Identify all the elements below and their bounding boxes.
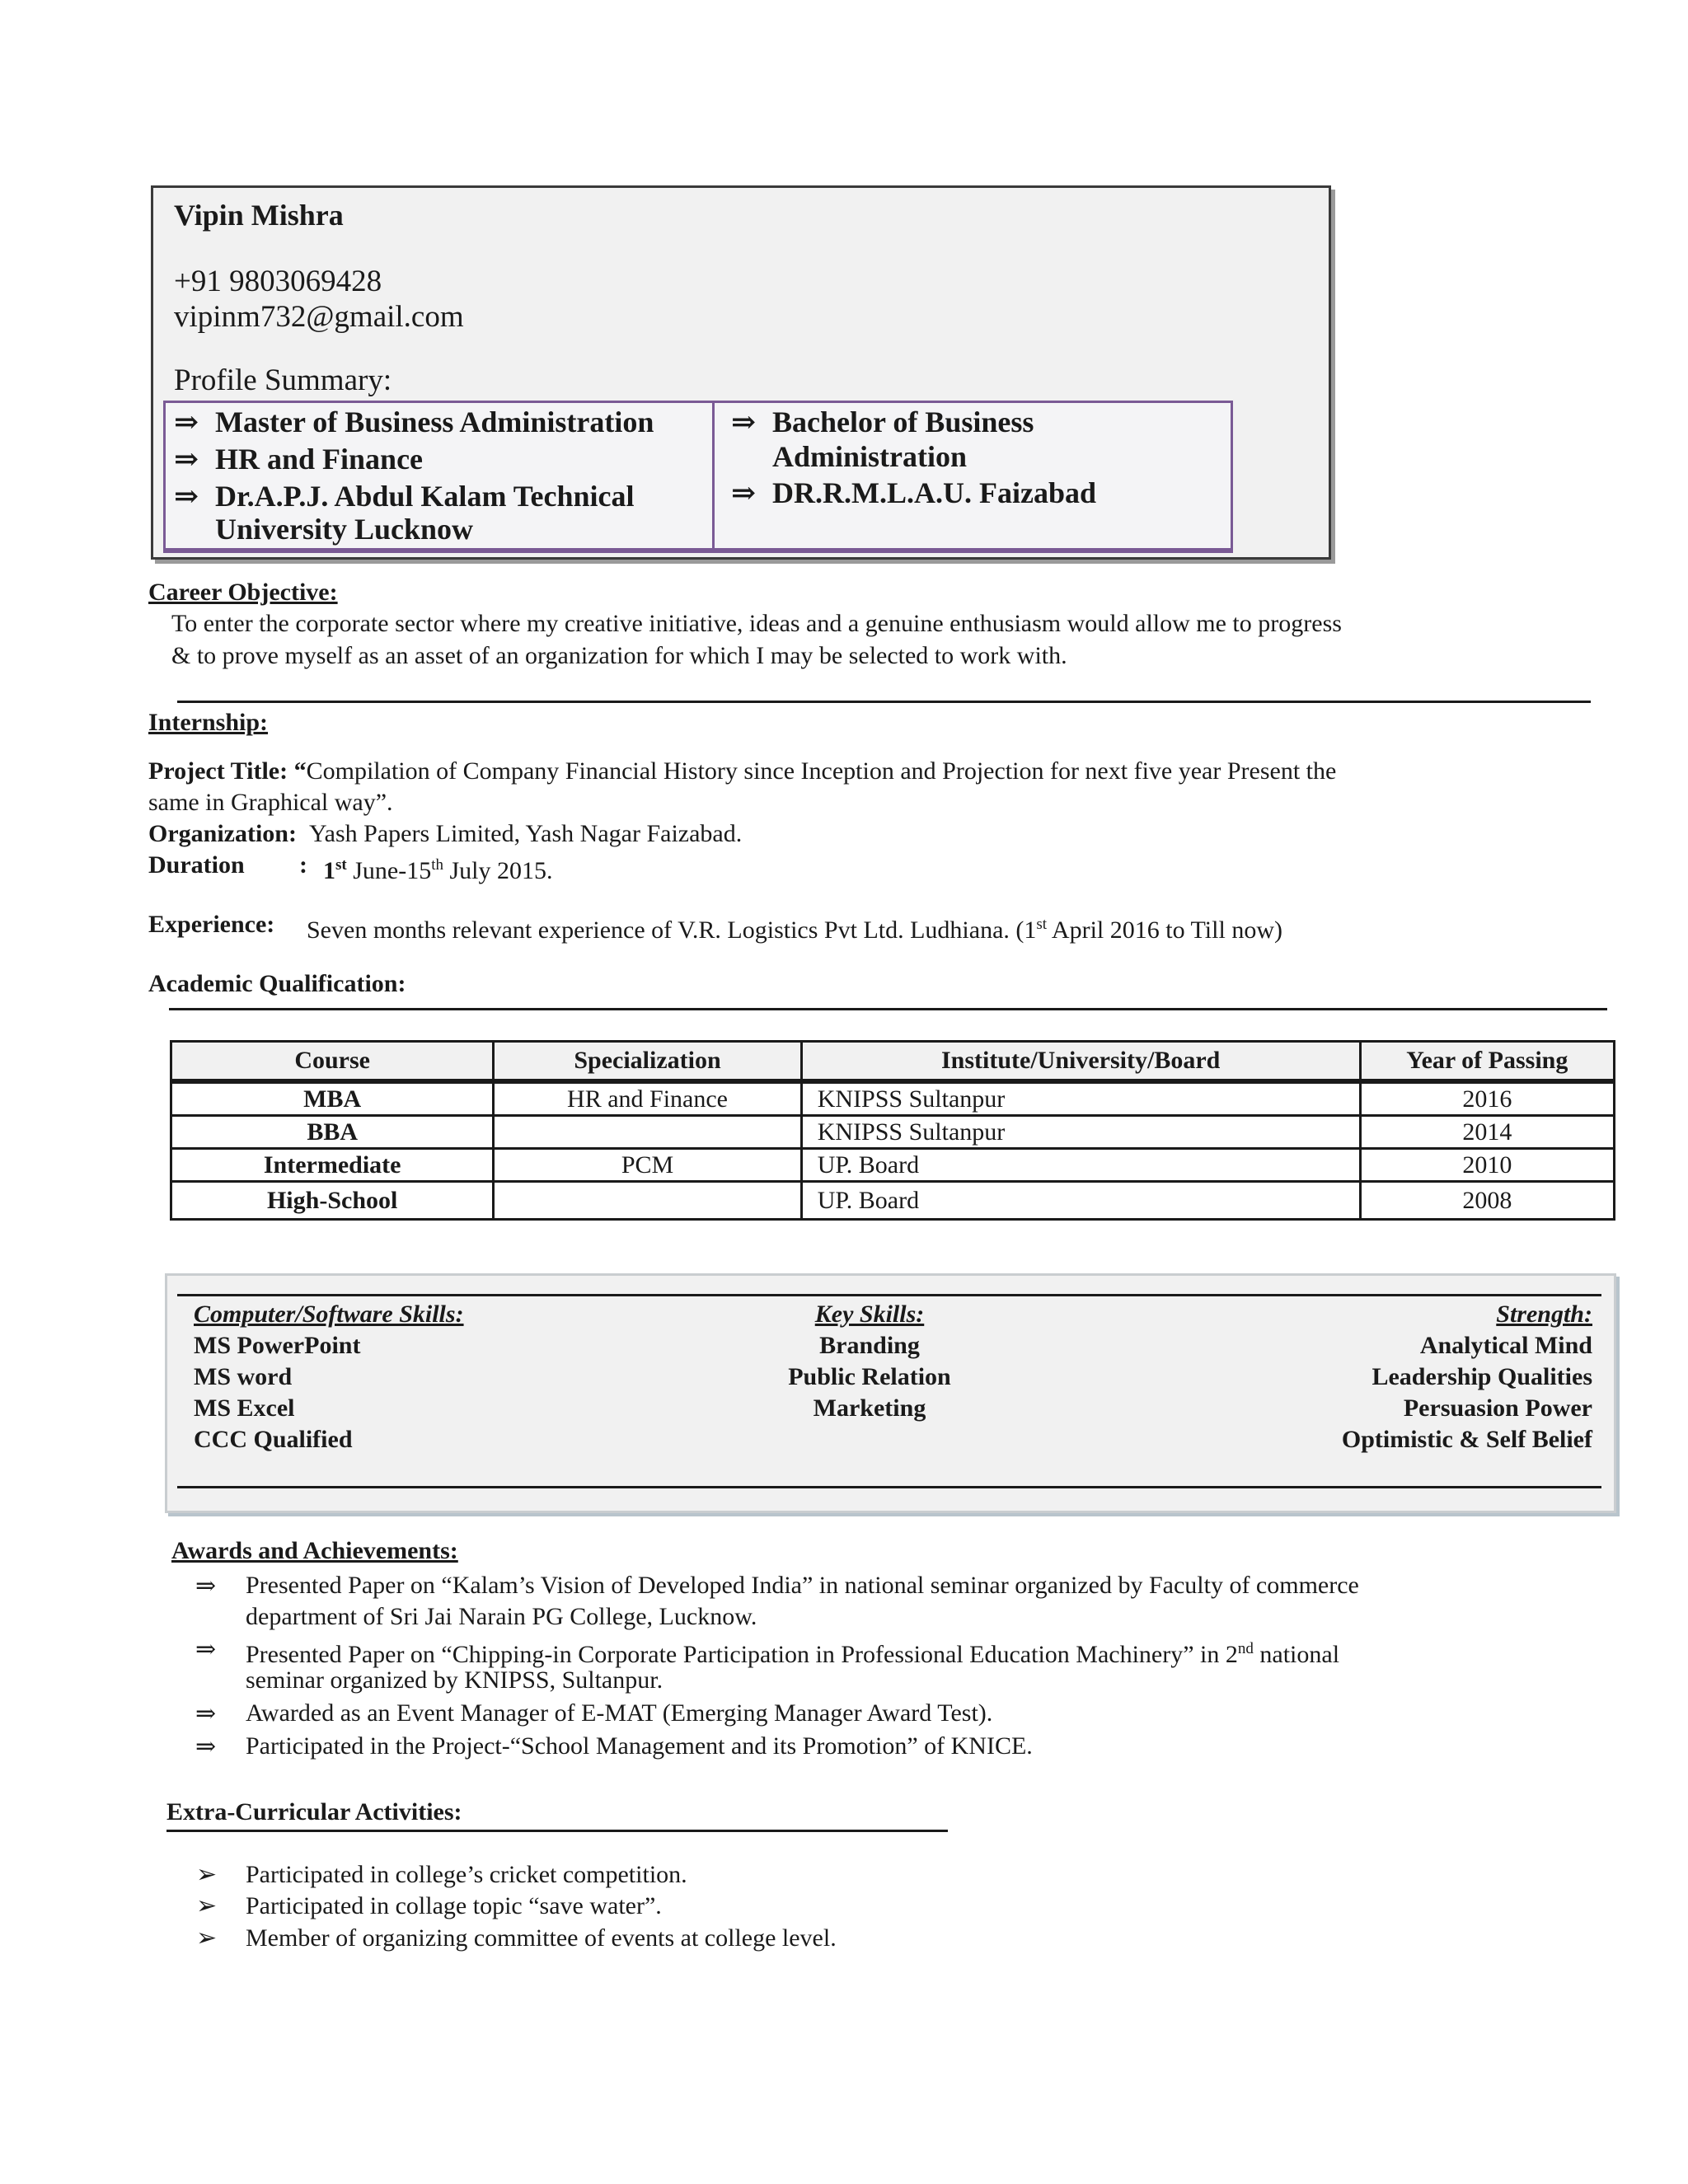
profile-item: HR and Finance [215, 443, 424, 476]
computer-skills-title: Computer/Software Skills: [194, 1301, 464, 1328]
internship-title: Internship: [148, 709, 269, 736]
organization-line [148, 818, 742, 850]
year-cell: 2010 [1360, 1149, 1614, 1182]
bullet-arrow-icon: ➢ [196, 1924, 218, 1952]
profile-item: Bachelor of Business [772, 405, 1034, 438]
profile-item: University Lucknow [215, 513, 474, 546]
specialization-cell [494, 1116, 801, 1149]
arrow-icon: ⇒ [174, 480, 199, 513]
profile-summary-label: Profile Summary: [174, 363, 392, 397]
institute-cell: UP. Board [801, 1182, 1360, 1220]
project-title-label: Project Title: “ [148, 757, 307, 785]
arrow-icon: ⇒ [195, 1733, 217, 1760]
profile-item: Administration [772, 440, 968, 473]
profile-left-column [166, 403, 715, 548]
course-cell: BBA [171, 1116, 494, 1149]
institute-cell: KNIPSS Sultanpur [801, 1116, 1360, 1149]
organization-label: Organization: [148, 820, 297, 847]
duration-line [148, 850, 553, 884]
email-address: vipinm732@gmail.com [174, 300, 464, 334]
strength-item: Persuasion Power [1403, 1394, 1592, 1422]
year-cell: 2014 [1360, 1116, 1614, 1149]
bullet-arrow-icon: ➢ [196, 1861, 218, 1888]
activity-item: Participated in collage topic “save water”. [246, 1892, 662, 1919]
arrow-icon: ⇒ [174, 405, 199, 438]
skills-box [165, 1273, 1616, 1513]
career-objective-title: Career Objective: [148, 579, 338, 606]
arrow-icon: ⇒ [195, 1572, 217, 1600]
column-header: Specialization [494, 1042, 801, 1082]
column-header: Course [171, 1042, 494, 1082]
project-title-line [148, 756, 1336, 787]
course-cell: Intermediate [171, 1149, 494, 1182]
award-item: Awarded as an Event Manager of E-MAT (Emerging Manager Award Test). [246, 1699, 993, 1727]
duration-value: 1st June-15th July 2015. [323, 856, 553, 884]
skill-item: Public Relation [788, 1363, 951, 1390]
skill-item: Marketing [813, 1394, 926, 1422]
column-header: Institute/University/Board [801, 1042, 1360, 1082]
academic-title: Academic Qualification: [148, 970, 406, 997]
experience-value: Seven months relevant experience of V.R. Logistics Pvt Ltd. Ludhiana. (1st April 2016 to Till now) [307, 916, 1282, 944]
activity-item: Participated in college’s cricket competition. [246, 1861, 687, 1888]
column-header: Year of Passing [1360, 1042, 1614, 1082]
organization-value: Yash Papers Limited, Yash Nagar Faizabad. [309, 820, 743, 847]
experience-line [148, 909, 1282, 944]
experience-label: Experience: [148, 911, 275, 938]
specialization-cell [494, 1182, 801, 1220]
award-item: Participated in the Project-“School Management and its Promotion” of KNICE. [246, 1732, 1033, 1760]
duration-colon: : [299, 851, 307, 879]
arrow-icon: ⇒ [195, 1700, 217, 1727]
awards-title: Awards and Achievements: [171, 1537, 458, 1564]
strength-column [1098, 1299, 1615, 1455]
divider [177, 1486, 1601, 1488]
activity-item: Member of organizing committee of events at college level. [246, 1924, 837, 1952]
institute-cell: UP. Board [801, 1149, 1360, 1182]
arrow-icon: ⇒ [731, 476, 757, 509]
award-item-cont: seminar organized by KNIPSS, Sultanpur. [246, 1666, 663, 1694]
course-cell: High-School [171, 1182, 494, 1220]
table-header-row [171, 1042, 1615, 1082]
key-skills-title: Key Skills: [814, 1301, 925, 1328]
table-row [171, 1149, 1615, 1182]
year-cell: 2008 [1360, 1182, 1614, 1220]
strength-title: Strength: [1496, 1301, 1592, 1328]
profile-item: DR.R.M.L.A.U. Faizabad [772, 476, 1096, 509]
divider [166, 1830, 948, 1832]
specialization-cell: HR and Finance [494, 1081, 801, 1116]
course-cell: MBA [171, 1081, 494, 1116]
career-objective-line: To enter the corporate sector where my creative initiative, ideas and a genuine enthusiasm would allow me to progress [171, 610, 1342, 637]
skill-item: Branding [819, 1332, 920, 1359]
award-item-cont: department of Sri Jai Narain PG College, Lucknow. [246, 1603, 757, 1630]
award-item: Presented Paper on “Kalam’s Vision of Developed India” in national seminar organized by Faculty of commerce [246, 1572, 1359, 1599]
strength-item: Analytical Mind [1419, 1332, 1592, 1359]
divider [169, 1008, 1607, 1010]
strength-item: Leadership Qualities [1372, 1363, 1592, 1390]
arrow-icon: ⇒ [174, 443, 199, 476]
skill-item: MS PowerPoint [194, 1332, 361, 1359]
duration-label: Duration [148, 851, 245, 879]
table-row [171, 1182, 1615, 1220]
specialization-cell: PCM [494, 1149, 801, 1182]
skill-item: MS Excel [194, 1394, 295, 1422]
phone-number: +91 9803069428 [174, 265, 382, 298]
profile-item: Master of Business Administration [215, 405, 654, 438]
institute-cell: KNIPSS Sultanpur [801, 1081, 1360, 1116]
skill-item: CCC Qualified [194, 1426, 353, 1453]
project-title-text: Compilation of Company Financial History since Inception and Projection for next five year Present the [306, 757, 1337, 785]
header-box [151, 185, 1331, 560]
academic-table [170, 1040, 1615, 1221]
profile-item: Dr.A.P.J. Abdul Kalam Technical [215, 480, 635, 513]
divider [177, 701, 1591, 703]
divider [177, 1294, 1601, 1296]
project-title-text-cont: same in Graphical way”. [148, 789, 393, 816]
computer-skills-column [194, 1299, 464, 1455]
arrow-icon: ⇒ [195, 1636, 217, 1663]
candidate-name: Vipin Mishra [174, 199, 344, 232]
key-skills-column [705, 1299, 1034, 1424]
bullet-arrow-icon: ➢ [196, 1892, 218, 1919]
strength-item: Optimistic & Self Belief [1341, 1426, 1592, 1453]
table-row [171, 1116, 1615, 1149]
profile-summary-table [163, 401, 1233, 553]
profile-right-column [715, 403, 1231, 548]
table-row [171, 1081, 1615, 1116]
arrow-icon: ⇒ [731, 405, 757, 438]
skill-item: MS word [194, 1363, 293, 1390]
year-cell: 2016 [1360, 1081, 1614, 1116]
extra-curricular-title: Extra-Curricular Activities: [166, 1798, 462, 1825]
award-item: Presented Paper on “Chipping-in Corporate Participation in Professional Education Machinery” in 2nd national [246, 1640, 1340, 1668]
career-objective-line: & to prove myself as an asset of an organization for which I may be selected to work with. [171, 642, 1067, 669]
